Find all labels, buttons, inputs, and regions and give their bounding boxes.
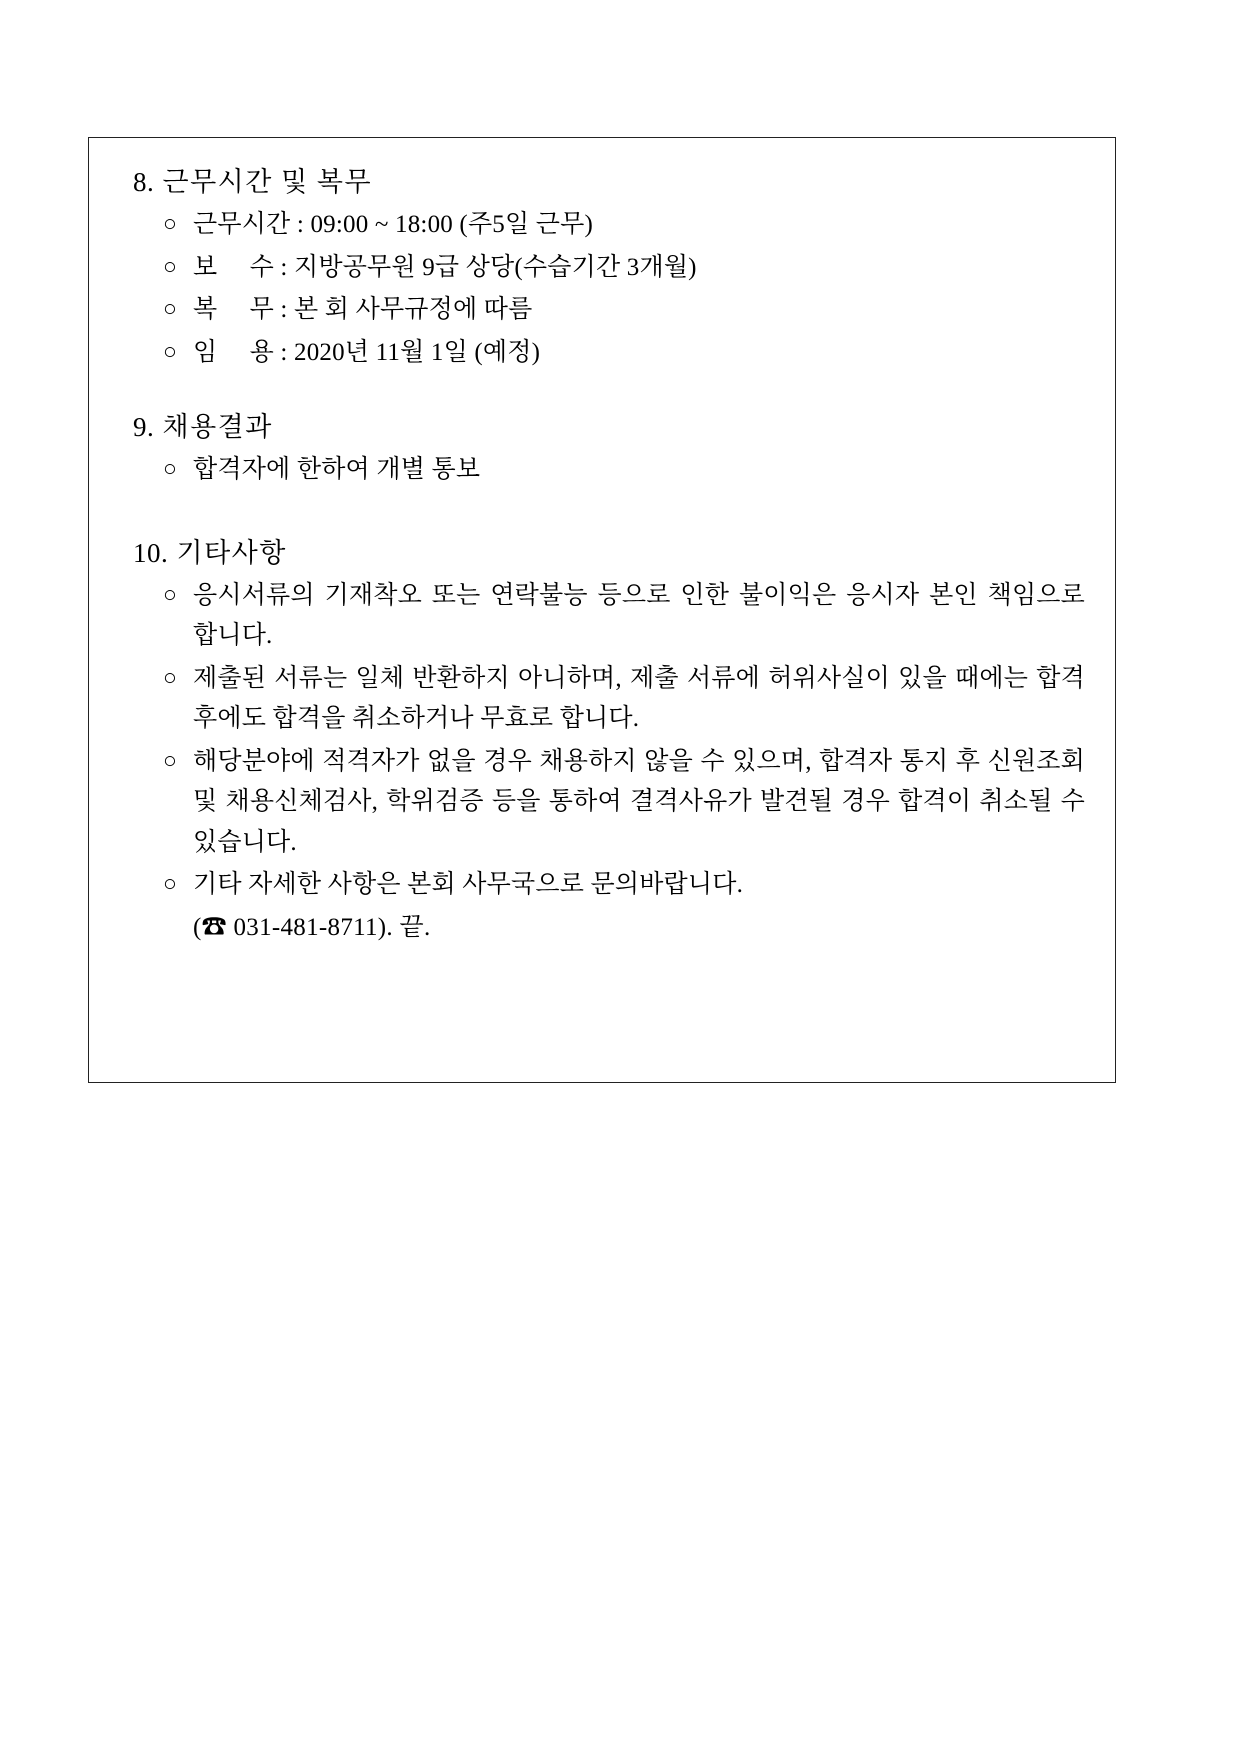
circle-bullet-icon: ○: [163, 338, 178, 364]
section-working-hours: [115, 160, 1089, 373]
list-item: [163, 742, 1092, 864]
section-10-list: [115, 576, 1092, 906]
list-item-text: 응시서류의 기재착오 또는 연락불능 등으로 인한 불이익은 응시자 본인 책임으로 합니다.: [193, 581, 1092, 649]
section-9-number: 9.: [133, 412, 155, 442]
list-item-text: 근무시간 : 09:00 ~ 18:00 (주5일 근무): [193, 211, 594, 238]
list-item-text: 합격자에 한하여 개별 통보: [193, 456, 481, 483]
section-10-title: [133, 531, 1089, 570]
circle-bullet-icon: ○: [163, 456, 178, 481]
circle-bullet-icon: ○: [163, 871, 178, 896]
list-item: [163, 576, 1092, 657]
section-10-number: 10.: [133, 537, 169, 568]
section-8-number: 8.: [133, 167, 155, 197]
contact-phone-line: (☎ 031-481-8711). 끝.: [193, 913, 431, 941]
list-item-text: 보 수 : 지방공무원 9급 상당(수습기간 3개월): [193, 253, 697, 281]
list-item: [163, 450, 1089, 491]
list-item: [163, 248, 1089, 289]
list-item: [163, 865, 1089, 906]
circle-bullet-icon: ○: [163, 296, 178, 321]
circle-bullet-icon: ○: [163, 581, 178, 607]
section-8-list: [115, 205, 1089, 373]
section-8-title: [133, 160, 1089, 199]
section-other-matters: [115, 531, 1092, 949]
section-9-list: [115, 450, 1089, 491]
section-8-heading: 근무시간 및 복무: [162, 167, 373, 197]
list-item-text: 제출된 서류는 일체 반환하지 아니하며, 제출 서류에 허위사실이 있을 때에는 합격 후에도 합격을 취소하거나 무효로 합니다.: [193, 664, 1092, 732]
circle-bullet-icon: ○: [163, 253, 178, 279]
document-content-box: [88, 137, 1116, 1083]
circle-bullet-icon: ○: [163, 664, 178, 690]
section-hiring-result: [115, 405, 1089, 491]
list-item: [163, 659, 1092, 740]
list-item-text: 기타 자세한 사항은 본회 사무국으로 문의바랍니다.: [193, 871, 744, 898]
section-9-heading: 채용결과: [162, 412, 273, 442]
spacer: [115, 497, 1089, 531]
list-item: [163, 290, 1089, 331]
circle-bullet-icon: ○: [163, 747, 178, 773]
list-item: [163, 205, 1089, 246]
list-item: [163, 333, 1089, 374]
section-9-title: [133, 405, 1089, 444]
circle-bullet-icon: ○: [163, 211, 178, 236]
list-item-text: 복 무 : 본 회 사무규정에 따름: [193, 296, 533, 323]
spacer: [115, 379, 1089, 405]
list-item-text: 임 용 : 2020년 11월 1일 (예정): [193, 338, 541, 366]
section-10-heading: 기타사항: [176, 537, 287, 568]
list-item-text: 해당분야에 적격자가 없을 경우 채용하지 않을 수 있으며, 합격자 통지 후 신원조회 및 채용신체검사, 학위검증 등을 통하여 결격사유가 발견될 경우 합격이 취소될 수 있습니다.: [193, 747, 1092, 856]
